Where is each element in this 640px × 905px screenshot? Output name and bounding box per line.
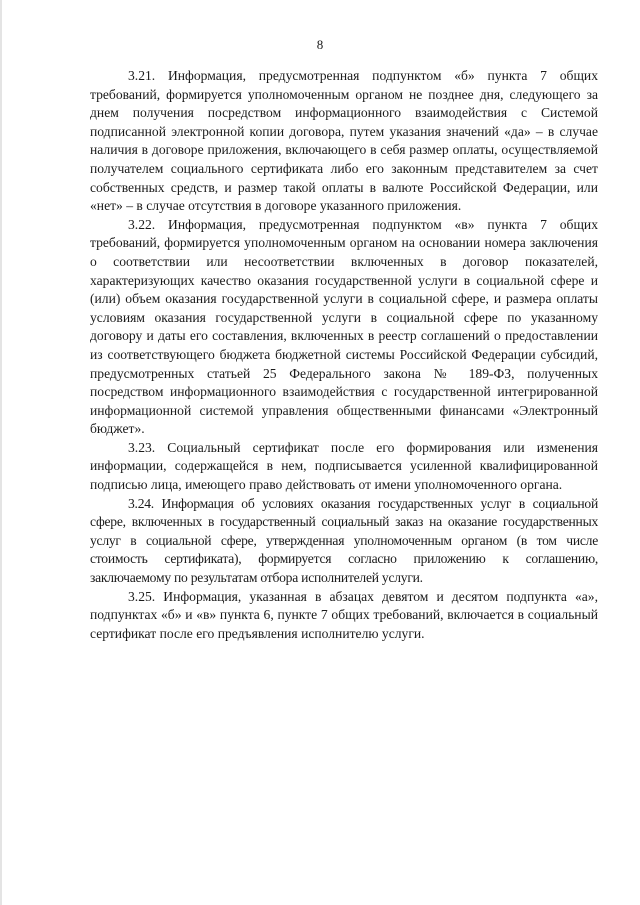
paragraph-3-25: 3.25. Информация, указанная в абзацах девятом и десятом подпункта «а», подпунктах «б» и «в» пункта 6, пункте 7 общих требований, включается в социальный сертификат после его предъявления исполнителю услуги.: [90, 588, 598, 641]
paragraph-3-22: 3.22. Информация, предусмотренная подпунктом «в» пункта 7 общих требований, формируется уполномоченным органом на основании номера заключения о соответствии или несоответствии включенных в договор показателей, характеризующих качество оказания государственной услуги в социальной сфере и (или) объем оказания государственной услуги в социальной сфере, и размера оплаты условиям оказания государственной услуги в социальной сфере по указанному договору и даты его составления, включенных в реестр соглашений о предоставлении из соответствующего бюджета бюджетной системы Российской Федерации субсидий, предусмотренных статьей 25 Федерального закона № 189-ФЗ, полученных посредством информационного взаимодействия с государственной интегрированной информационной системой управления общественными финансами «Электронный бюджет».: [90, 216, 598, 437]
paragraph-3-24: 3.24. Информация об условиях оказания государственных услуг в социальной сфере, включенных в государственный социальный заказ на оказание государственных услуг в социальной сфере, утвержденная уполномоченным органом (в том числе стоимость сертификата), формируется согласно приложению к соглашению, заключаемому по результатам отбора исполнителей услуги.: [90, 495, 598, 586]
paragraph-3-21: 3.21. Информация, предусмотренная подпунктом «б» пункта 7 общих требований, формируется уполномоченным органом не позднее дня, следующего за днем получения посредством информационного взаимодействия с Системой подписанной электронной копии договора, путем указания значений «да» – в случае наличия в договоре приложения, включающего в себя размер оплаты, осуществляемой получателем социального сертификата либо его законным представителем за счет собственных средств, и размер такой оплаты в валюте Российской Федерации, или «нет» – в случае отсутствия в договоре указанного приложения.: [90, 68, 598, 214]
paragraph-3-23: 3.23. Социальный сертификат после его формирования или изменения информации, содержащейся в нем, подписывается усиленной квалифицированной подписью лица, имеющего право действовать от имени уполномоченного органа.: [90, 439, 598, 493]
page-edge: [0, 0, 2, 905]
document-body: [90, 67, 598, 643]
page-number: 8: [316, 37, 324, 52]
